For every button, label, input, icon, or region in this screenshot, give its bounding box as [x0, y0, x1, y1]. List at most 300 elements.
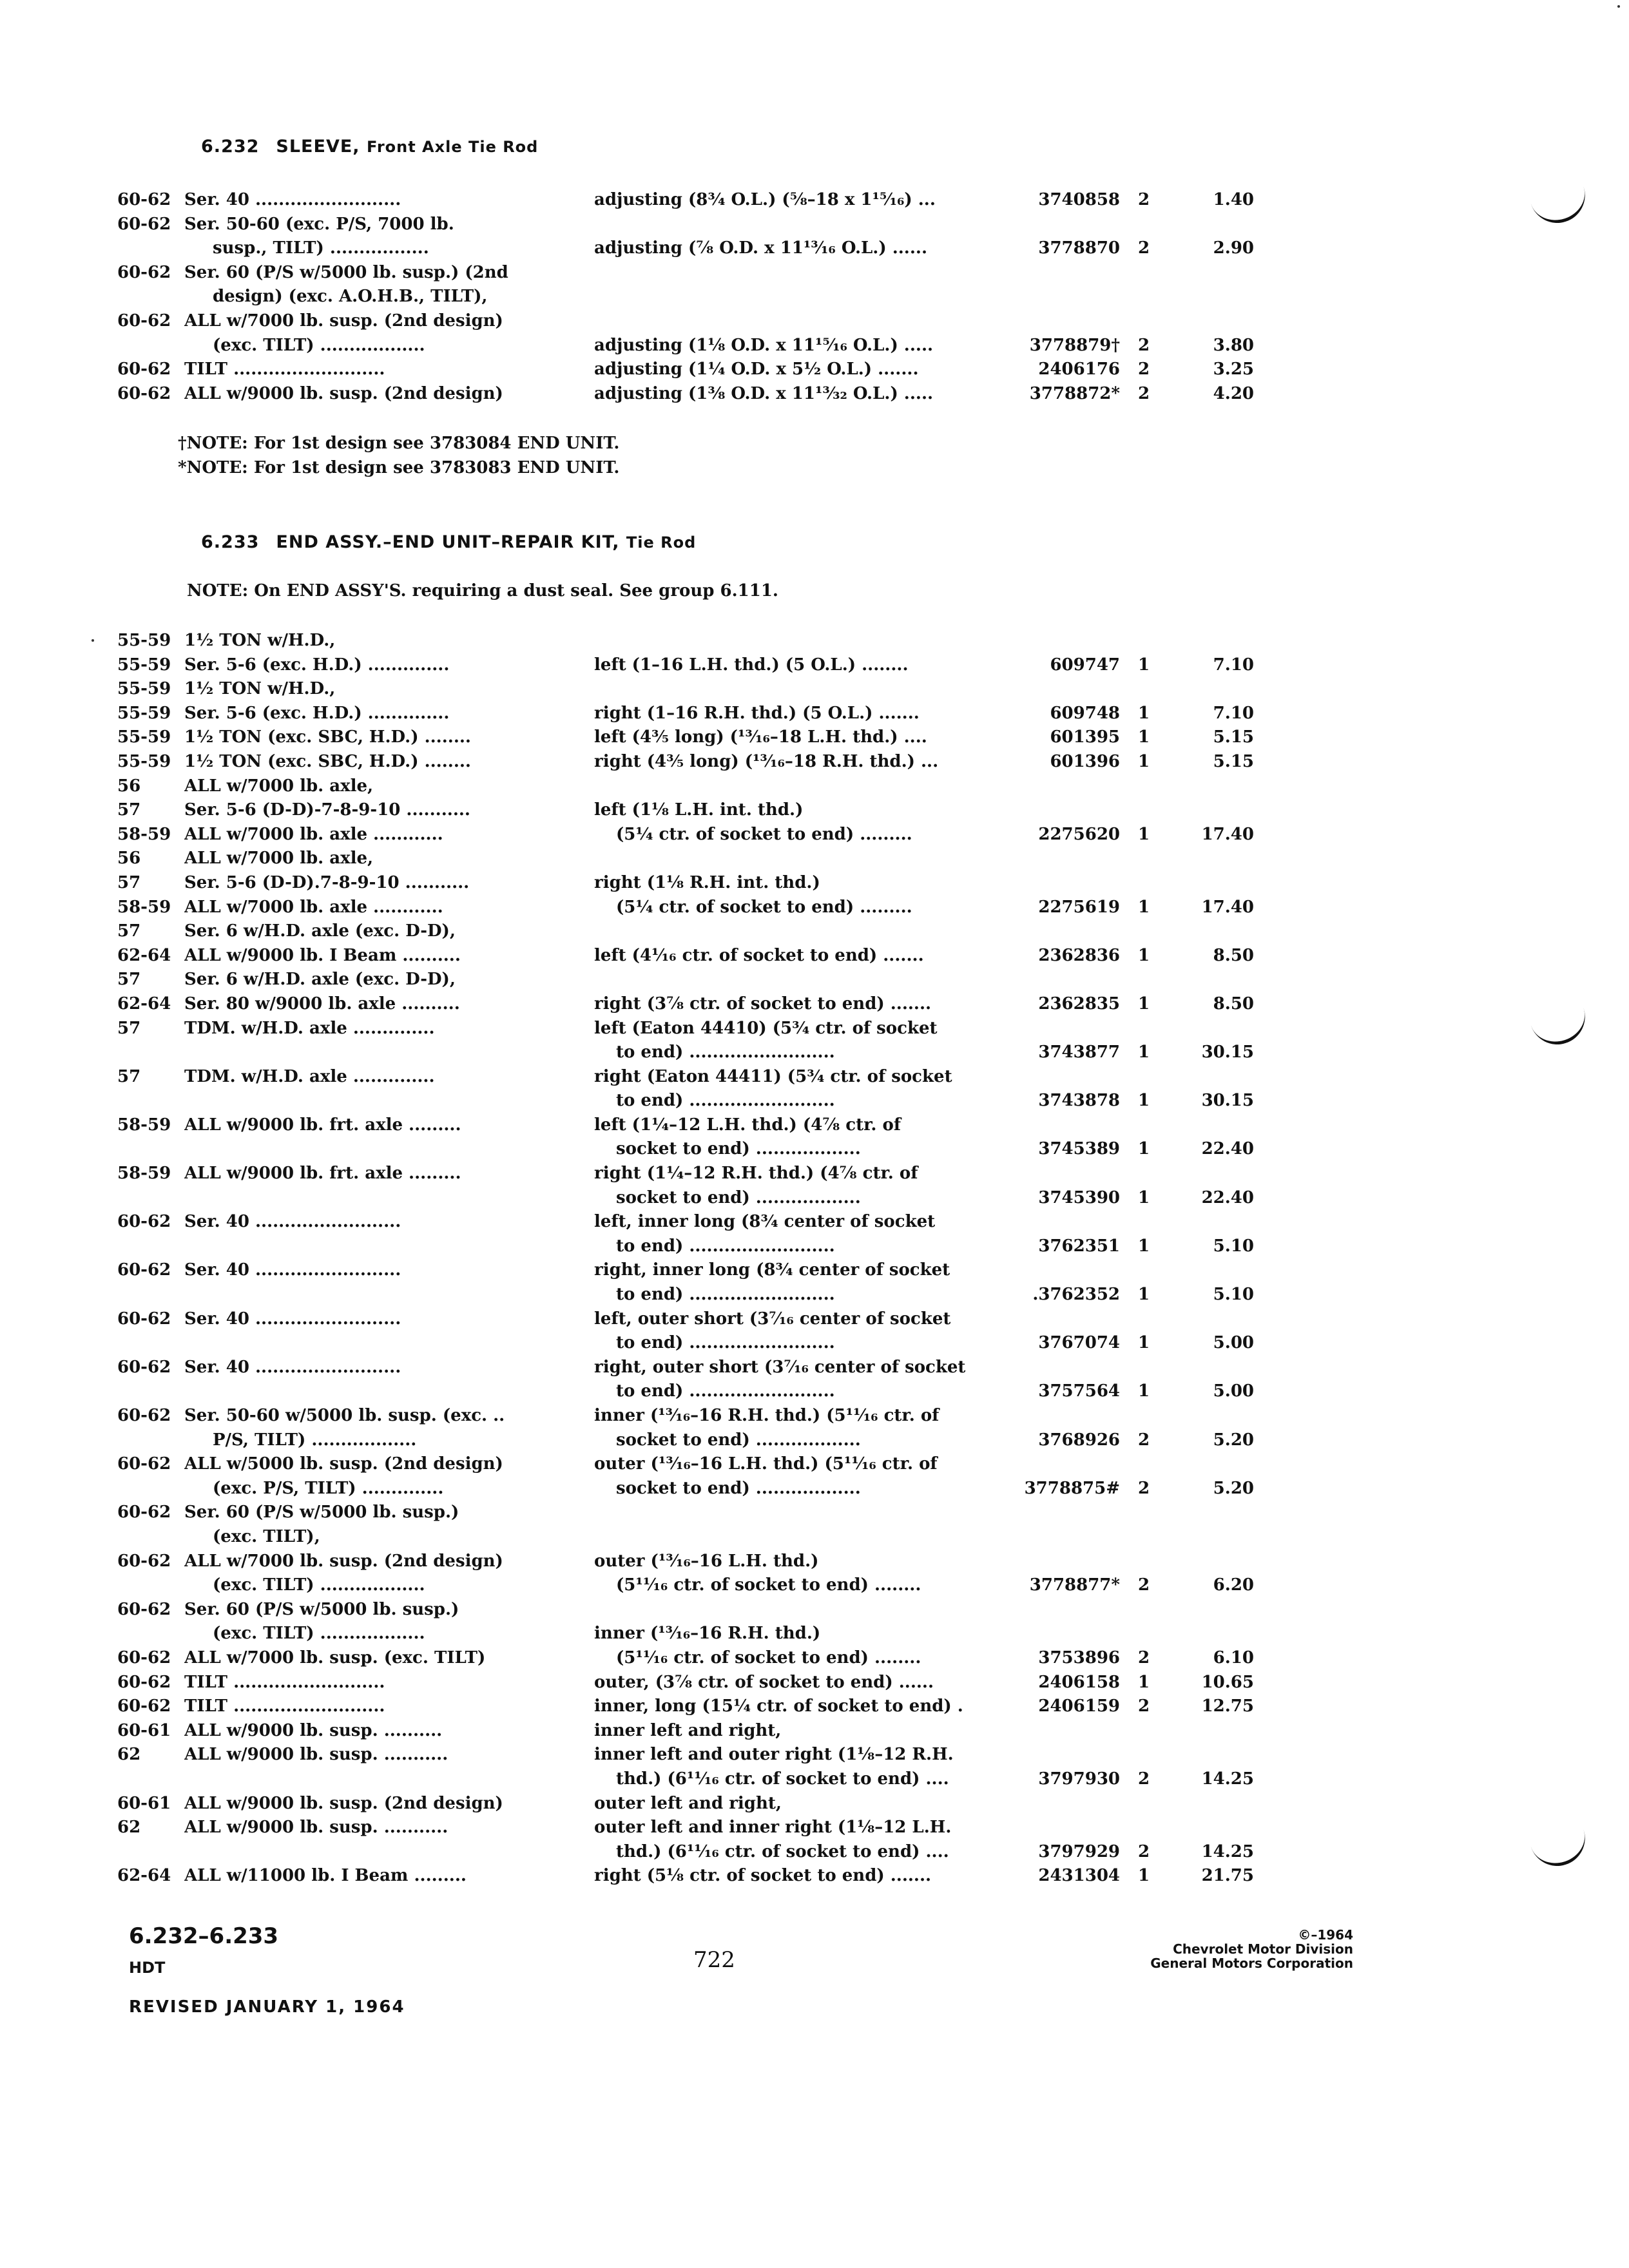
model-cell: Ser. 5-6 (D-D)-7-8-9-10 ...........	[184, 800, 470, 820]
section-subtitle: Tie Rod	[626, 533, 697, 552]
description-cell: left (1⅛ L.H. int. thd.)	[594, 800, 804, 820]
price-cell: 1.40	[1213, 190, 1254, 209]
year-cell: 55-59	[117, 679, 171, 699]
section-6-232-heading	[201, 137, 538, 157]
quantity-cell: 2	[1137, 1430, 1150, 1450]
model-cell: susp., TILT) .................	[213, 238, 429, 258]
year-cell: 57	[117, 800, 141, 820]
year-cell: 60-62	[117, 190, 171, 209]
part-number-cell: 2275619	[1038, 897, 1120, 917]
part-number-cell: 601396	[1050, 751, 1120, 771]
quantity-cell: 1	[1137, 655, 1150, 675]
table-row	[0, 213, 1629, 237]
model-cell: ALL w/7000 lb. axle,	[184, 849, 374, 869]
division: Chevrolet Motor Division	[1173, 1941, 1353, 1957]
year-cell: 62-64	[117, 994, 171, 1014]
table-row	[0, 334, 1629, 358]
quantity-cell: 2	[1137, 383, 1150, 403]
year-cell: 60-61	[117, 1793, 171, 1813]
description-cell: inner left and outer right (1⅛–12 R.H.	[594, 1745, 954, 1765]
model-cell: ALL w/9000 lb. susp. ..........	[184, 1720, 443, 1740]
table-row	[0, 702, 1629, 726]
description-cell: right (1–16 R.H. thd.) (5 O.L.) .......	[594, 703, 920, 723]
table-row	[0, 382, 1629, 407]
year-cell: 60-62	[117, 1406, 171, 1425]
model-cell: Ser. 5-6 (D-D).7-8-9-10 ...........	[184, 872, 470, 892]
table-row	[0, 1356, 1629, 1380]
asterisk-note: *NOTE: For 1st design see 3783083 END UNIT.	[178, 458, 620, 477]
description-cell: right (3⅞ ctr. of socket to end) .......	[594, 994, 932, 1014]
description-cell: inner (¹³⁄₁₆–16 R.H. thd.)	[594, 1624, 821, 1644]
year-cell: 62-64	[117, 1866, 171, 1886]
year-cell: 60-62	[117, 383, 171, 403]
part-number-cell: .3762352	[1032, 1285, 1120, 1305]
table-row	[0, 1767, 1629, 1792]
model-cell: Ser. 40 .........................	[184, 1309, 401, 1329]
part-number-cell: 3797929	[1038, 1841, 1120, 1861]
table-row	[0, 1283, 1629, 1307]
section-6-233-heading	[201, 532, 696, 552]
scan-speck	[92, 639, 94, 642]
quantity-cell: 1	[1137, 727, 1150, 747]
model-cell: TILT ..........................	[184, 360, 385, 380]
price-cell: 5.20	[1213, 1478, 1254, 1498]
year-cell: 57	[117, 872, 141, 892]
year-cell: 57	[117, 921, 141, 941]
quantity-cell: 1	[1137, 1139, 1150, 1159]
quantity-cell: 1	[1137, 1285, 1150, 1305]
model-cell: 1½ TON w/H.D.,	[184, 679, 336, 699]
description-cell: outer (¹³⁄₁₆–16 L.H. thd.) (5¹¹⁄₁₆ ctr. of	[594, 1454, 938, 1474]
quantity-cell: 1	[1137, 1333, 1150, 1353]
description-cell: to end) .........................	[616, 1333, 835, 1353]
price-cell: 5.20	[1213, 1430, 1254, 1450]
year-cell: 57	[117, 1018, 141, 1038]
year-cell: 60-62	[117, 1503, 171, 1523]
table-row	[0, 1137, 1629, 1162]
description-cell: outer, (3⅞ ctr. of socket to end) ......	[594, 1672, 934, 1692]
part-number-cell: 3778870	[1038, 238, 1120, 258]
part-number-cell: 3745389	[1038, 1139, 1120, 1159]
description-cell: (5¼ ctr. of socket to end) .........	[616, 897, 912, 917]
year-cell: 60-62	[117, 1357, 171, 1377]
model-cell: ALL w/7000 lb. susp. (2nd design)	[184, 311, 503, 331]
part-number-cell: 3753896	[1038, 1648, 1120, 1667]
model-cell: (exc. TILT) ..................	[213, 1624, 425, 1644]
year-cell: 60-62	[117, 262, 171, 282]
description-cell: thd.) (6¹¹⁄₁₆ ctr. of socket to end) ....	[616, 1841, 949, 1861]
price-cell: 22.40	[1201, 1187, 1254, 1207]
table-row	[0, 1379, 1629, 1404]
section-number: 6.233	[201, 532, 260, 552]
year-cell: 58-59	[117, 897, 171, 917]
section-title: SLEEVE,	[276, 137, 360, 157]
table-row	[0, 1622, 1629, 1646]
model-cell: ALL w/7000 lb. susp. (2nd design)	[184, 1551, 503, 1571]
description-cell: left, outer short (3⁷⁄₁₆ center of socket	[594, 1309, 951, 1329]
table-row	[0, 1331, 1629, 1356]
revised-date: REVISED JANUARY 1, 1964	[129, 1997, 405, 2017]
price-cell: 7.10	[1213, 655, 1254, 675]
part-number-cell: 3745390	[1038, 1187, 1120, 1207]
description-cell: thd.) (6¹¹⁄₁₆ ctr. of socket to end) ....	[616, 1769, 949, 1789]
table-row	[0, 750, 1629, 774]
quantity-cell: 2	[1137, 1841, 1150, 1861]
model-cell: ALL w/7000 lb. susp. (exc. TILT)	[184, 1648, 486, 1667]
corporation: General Motors Corporation	[1150, 1956, 1353, 1971]
description-cell: (5¼ ctr. of socket to end) .........	[616, 824, 912, 844]
quantity-cell: 1	[1137, 1187, 1150, 1207]
model-cell: (exc. P/S, TILT) ..............	[213, 1478, 444, 1498]
quantity-cell: 1	[1137, 1672, 1150, 1692]
description-cell: right (1⅛ R.H. int. thd.)	[594, 872, 820, 892]
price-cell: 2.90	[1213, 238, 1254, 258]
description-cell: socket to end) ..................	[616, 1139, 861, 1159]
price-cell: 5.10	[1213, 1236, 1254, 1256]
price-cell: 4.20	[1213, 383, 1254, 403]
description-cell: socket to end) ..................	[616, 1187, 861, 1207]
price-cell: 7.10	[1213, 703, 1254, 723]
price-cell: 12.75	[1201, 1696, 1254, 1716]
price-cell: 3.25	[1213, 360, 1254, 380]
description-cell: right (4⅗ long) (¹³⁄₁₆–18 R.H. thd.) ...	[594, 751, 939, 771]
table-row	[0, 309, 1629, 334]
description-cell: adjusting (1⅛ O.D. x 11¹⁵⁄₁₆ O.L.) .....	[594, 335, 934, 355]
price-cell: 30.15	[1201, 1091, 1254, 1111]
price-cell: 22.40	[1201, 1139, 1254, 1159]
part-number-cell: 3797930	[1038, 1769, 1120, 1789]
description-cell: to end) .........................	[616, 1091, 835, 1111]
table-row	[0, 1695, 1629, 1719]
part-number-cell: 2406176	[1038, 360, 1120, 380]
description-cell: right (1¼–12 R.H. thd.) (4⅞ ctr. of	[594, 1164, 918, 1184]
description-cell: inner (¹³⁄₁₆–16 R.H. thd.) (5¹¹⁄₁₆ ctr. of	[594, 1406, 940, 1425]
quantity-cell: 1	[1137, 1381, 1150, 1401]
table-row	[0, 1864, 1629, 1888]
part-number-cell: 3768926	[1038, 1430, 1120, 1450]
year-cell: 60-62	[117, 311, 171, 331]
model-cell: ALL w/9000 lb. susp. (2nd design)	[184, 1793, 503, 1813]
model-cell: Ser. 80 w/9000 lb. axle ..........	[184, 994, 460, 1014]
model-cell: TILT ..........................	[184, 1696, 385, 1716]
part-number-cell: 3778872*	[1029, 383, 1120, 403]
year-cell: 60-62	[117, 1260, 171, 1280]
part-number-cell: 3743877	[1038, 1043, 1120, 1062]
model-cell: ALL w/9000 lb. susp. ...........	[184, 1745, 448, 1765]
table-row	[0, 1113, 1629, 1138]
quantity-cell: 1	[1137, 897, 1150, 917]
table-row	[0, 871, 1629, 896]
model-cell: Ser. 60 (P/S w/5000 lb. susp.) (2nd	[184, 262, 508, 282]
part-number-cell: 3778879†	[1029, 335, 1120, 355]
quantity-cell: 2	[1137, 1696, 1150, 1716]
year-cell: 62	[117, 1818, 141, 1838]
description-cell: adjusting (8¾ O.L.) (⅝–18 x 1¹⁵⁄₁₆) ...	[594, 190, 936, 209]
table-row	[0, 968, 1629, 992]
table-row	[0, 188, 1629, 213]
price-cell: 17.40	[1201, 824, 1254, 844]
year-cell: 60-62	[117, 360, 171, 380]
section-number: 6.232	[201, 137, 260, 157]
model-cell: design) (exc. A.O.H.B., TILT),	[213, 287, 488, 307]
part-number-cell: 3757564	[1038, 1381, 1120, 1401]
quantity-cell: 1	[1137, 994, 1150, 1014]
model-cell: 1½ TON w/H.D.,	[184, 631, 336, 650]
description-cell: right (5⅛ ctr. of socket to end) .......	[594, 1866, 932, 1886]
year-cell: 60-62	[117, 1551, 171, 1571]
year-cell: 60-62	[117, 1212, 171, 1232]
model-cell: Ser. 50-60 (exc. P/S, 7000 lb.	[184, 214, 454, 234]
year-cell: 58-59	[117, 1164, 171, 1184]
quantity-cell: 1	[1137, 703, 1150, 723]
quantity-cell: 2	[1137, 1575, 1150, 1595]
description-cell: outer (¹³⁄₁₆–16 L.H. thd.)	[594, 1551, 819, 1571]
table-row	[0, 1573, 1629, 1598]
quantity-cell: 1	[1137, 1866, 1150, 1886]
model-cell: ALL w/7000 lb. axle,	[184, 776, 374, 796]
model-cell: (exc. TILT) ..................	[213, 335, 425, 355]
model-cell: ALL w/9000 lb. frt. axle .........	[184, 1164, 461, 1184]
description-cell: right, inner long (8¾ center of socket	[594, 1260, 950, 1280]
section-6-233-table	[0, 629, 1629, 1888]
year-cell: 58-59	[117, 1115, 171, 1135]
year-cell: 62	[117, 1745, 141, 1765]
table-row	[0, 1646, 1629, 1671]
price-cell: 10.65	[1201, 1672, 1254, 1692]
year-cell: 60-62	[117, 1309, 171, 1329]
price-cell: 30.15	[1201, 1043, 1254, 1062]
year-cell: 60-62	[117, 1648, 171, 1667]
part-number-cell: 2406159	[1038, 1696, 1120, 1716]
copyright: ©–1964	[1298, 1927, 1353, 1943]
year-cell: 60-62	[117, 1672, 171, 1692]
model-cell: Ser. 6 w/H.D. axle (exc. D-D),	[184, 970, 456, 990]
part-number-cell: 601395	[1050, 727, 1120, 747]
year-cell: 55-59	[117, 751, 171, 771]
model-cell: ALL w/9000 lb. susp. ...........	[184, 1818, 448, 1838]
part-number-cell: 609747	[1050, 655, 1120, 675]
description-cell: right, outer short (3⁷⁄₁₆ center of socket	[594, 1357, 966, 1377]
group-range: 6.232–6.233	[129, 1923, 279, 1949]
description-cell: left, inner long (8¾ center of socket	[594, 1212, 936, 1232]
year-cell: 57	[117, 1066, 141, 1086]
section-6-232-table	[0, 188, 1629, 406]
dagger-note: †NOTE: For 1st design see 3783084 END UNIT.	[178, 434, 620, 453]
description-cell: left (1¼–12 L.H. thd.) (4⅞ ctr. of	[594, 1115, 901, 1135]
description-cell: adjusting (1⅜ O.D. x 11¹³⁄₃₂ O.L.) .....	[594, 383, 934, 403]
description-cell: to end) .........................	[616, 1285, 835, 1305]
quantity-cell: 2	[1137, 360, 1150, 380]
table-row	[0, 236, 1629, 261]
table-row	[0, 1258, 1629, 1283]
table-row	[0, 1452, 1629, 1477]
model-cell: (exc. TILT),	[213, 1526, 320, 1546]
table-row	[0, 1162, 1629, 1186]
quantity-cell: 1	[1137, 824, 1150, 844]
model-cell: TDM. w/H.D. axle ..............	[184, 1066, 435, 1086]
table-row	[0, 1235, 1629, 1259]
price-cell: 17.40	[1201, 897, 1254, 917]
table-row	[0, 1089, 1629, 1113]
model-cell: ALL w/9000 lb. frt. axle .........	[184, 1115, 461, 1135]
price-cell: 5.00	[1213, 1381, 1254, 1401]
section-subtitle: Front Axle Tie Rod	[366, 138, 539, 156]
model-cell: ALL w/7000 lb. axle ............	[184, 897, 443, 917]
part-number-cell: 3767074	[1038, 1333, 1120, 1353]
year-cell: 56	[117, 849, 141, 869]
part-number-cell: 2362835	[1038, 994, 1120, 1014]
year-cell: 55-59	[117, 631, 171, 650]
year-cell: 57	[117, 970, 141, 990]
quantity-cell: 2	[1137, 1648, 1150, 1667]
description-cell: left (1–16 L.H. thd.) (5 O.L.) ........	[594, 655, 909, 675]
year-cell: 60-62	[117, 1454, 171, 1474]
model-cell: 1½ TON (exc. SBC, H.D.) ........	[184, 727, 471, 747]
table-row	[0, 677, 1629, 702]
year-cell: 60-62	[117, 1599, 171, 1619]
description-cell: inner left and right,	[594, 1720, 782, 1740]
model-cell: Ser. 40 .........................	[184, 1357, 401, 1377]
table-row	[0, 1065, 1629, 1090]
table-row	[0, 847, 1629, 871]
part-number-cell: 3743878	[1038, 1091, 1120, 1111]
model-cell: Ser. 40 .........................	[184, 1212, 401, 1232]
year-cell: 55-59	[117, 703, 171, 723]
model-cell: TILT ..........................	[184, 1672, 385, 1692]
year-cell: 62-64	[117, 945, 171, 965]
description-cell: to end) .........................	[616, 1043, 835, 1062]
model-cell: Ser. 5-6 (exc. H.D.) ..............	[184, 703, 450, 723]
table-row	[0, 1307, 1629, 1332]
description-cell: socket to end) ..................	[616, 1430, 861, 1450]
table-row	[0, 1428, 1629, 1453]
series-code: HDT	[129, 1959, 166, 1977]
model-cell: ALL w/9000 lb. I Beam ..........	[184, 945, 461, 965]
model-cell: (exc. TILT) ..................	[213, 1575, 425, 1595]
description-cell: left (Eaton 44410) (5¾ ctr. of socket	[594, 1018, 938, 1038]
model-cell: Ser. 40 .........................	[184, 190, 401, 209]
model-cell: Ser. 60 (P/S w/5000 lb. susp.)	[184, 1503, 459, 1523]
price-cell: 3.80	[1213, 335, 1254, 355]
description-cell: socket to end) ..................	[616, 1478, 861, 1498]
model-cell: ALL w/7000 lb. axle ............	[184, 824, 443, 844]
price-cell: 5.15	[1213, 751, 1254, 771]
description-cell: left (4¹⁄₁₆ ctr. of socket to end) .......	[594, 945, 924, 965]
quantity-cell: 1	[1137, 1236, 1150, 1256]
table-row	[0, 992, 1629, 1017]
table-row	[0, 1598, 1629, 1622]
table-row	[0, 1501, 1629, 1525]
table-row	[0, 358, 1629, 382]
table-row	[0, 798, 1629, 823]
quantity-cell: 2	[1137, 238, 1150, 258]
table-row	[0, 774, 1629, 799]
model-cell: TDM. w/H.D. axle ..............	[184, 1018, 435, 1038]
description-cell: inner, long (15¼ ctr. of socket to end) .	[594, 1696, 963, 1716]
description-cell: left (4⅗ long) (¹³⁄₁₆–18 L.H. thd.) ....	[594, 727, 927, 747]
model-cell: Ser. 5-6 (exc. H.D.) ..............	[184, 655, 450, 675]
table-row	[0, 1792, 1629, 1816]
part-number-cell: 2431304	[1038, 1866, 1120, 1886]
table-row	[0, 285, 1629, 309]
part-number-cell: 3740858	[1038, 190, 1120, 209]
table-row	[0, 944, 1629, 968]
price-cell: 8.50	[1213, 945, 1254, 965]
quantity-cell: 2	[1137, 1769, 1150, 1789]
part-number-cell: 3778875#	[1024, 1478, 1120, 1498]
table-row	[0, 261, 1629, 285]
model-cell: ALL w/9000 lb. susp. (2nd design)	[184, 383, 503, 403]
dust-seal-note: NOTE: On END ASSY'S. requiring a dust seal. See group 6.111.	[187, 581, 778, 601]
quantity-cell: 2	[1137, 190, 1150, 209]
description-cell: to end) .........................	[616, 1236, 835, 1256]
table-row	[0, 1671, 1629, 1695]
description-cell: (5¹¹⁄₁₆ ctr. of socket to end) ........	[616, 1648, 921, 1667]
price-cell: 5.00	[1213, 1333, 1254, 1353]
model-cell: P/S, TILT) ..................	[213, 1430, 417, 1450]
year-cell: 55-59	[117, 655, 171, 675]
table-row	[0, 1017, 1629, 1041]
quantity-cell: 2	[1137, 1478, 1150, 1498]
table-row	[0, 1840, 1629, 1865]
page-number: 722	[693, 1947, 735, 1973]
price-cell: 6.10	[1213, 1648, 1254, 1667]
table-row	[0, 896, 1629, 920]
part-number-cell: 3762351	[1038, 1236, 1120, 1256]
price-cell: 14.25	[1201, 1841, 1254, 1861]
part-number-cell: 2275620	[1038, 824, 1120, 844]
price-cell: 5.10	[1213, 1285, 1254, 1305]
description-cell: right (Eaton 44411) (5¾ ctr. of socket	[594, 1066, 952, 1086]
table-row	[0, 1477, 1629, 1501]
scan-speck	[1617, 5, 1620, 8]
quantity-cell: 1	[1137, 1091, 1150, 1111]
year-cell: 55-59	[117, 727, 171, 747]
description-cell: to end) .........................	[616, 1381, 835, 1401]
part-number-cell: 3778877*	[1029, 1575, 1120, 1595]
table-row	[0, 653, 1629, 678]
publisher-block	[1095, 1928, 1353, 1970]
model-cell: ALL w/11000 lb. I Beam .........	[184, 1866, 467, 1886]
table-row	[0, 1041, 1629, 1065]
table-row	[0, 1210, 1629, 1235]
model-cell: Ser. 40 .........................	[184, 1260, 401, 1280]
quantity-cell: 1	[1137, 751, 1150, 771]
table-row	[0, 1743, 1629, 1767]
model-cell: 1½ TON (exc. SBC, H.D.) ........	[184, 751, 471, 771]
model-cell: Ser. 60 (P/S w/5000 lb. susp.)	[184, 1599, 459, 1619]
price-cell: 6.20	[1213, 1575, 1254, 1595]
year-cell: 56	[117, 776, 141, 796]
quantity-cell: 1	[1137, 945, 1150, 965]
year-cell: 60-62	[117, 1696, 171, 1716]
table-row	[0, 1816, 1629, 1840]
price-cell: 5.15	[1213, 727, 1254, 747]
table-row	[0, 629, 1629, 653]
description-cell: adjusting (1¼ O.D. x 5½ O.L.) .......	[594, 360, 919, 380]
description-cell: adjusting (⅞ O.D. x 11¹³⁄₁₆ O.L.) ......	[594, 238, 928, 258]
table-row	[0, 823, 1629, 847]
table-row	[0, 726, 1629, 750]
table-row	[0, 1719, 1629, 1744]
year-cell: 60-62	[117, 214, 171, 234]
price-cell: 14.25	[1201, 1769, 1254, 1789]
model-cell: ALL w/5000 lb. susp. (2nd design)	[184, 1454, 503, 1474]
model-cell: Ser. 6 w/H.D. axle (exc. D-D),	[184, 921, 456, 941]
table-row	[0, 1404, 1629, 1428]
part-number-cell: 2406158	[1038, 1672, 1120, 1692]
section-title: END ASSY.–END UNIT–REPAIR KIT,	[276, 532, 620, 552]
